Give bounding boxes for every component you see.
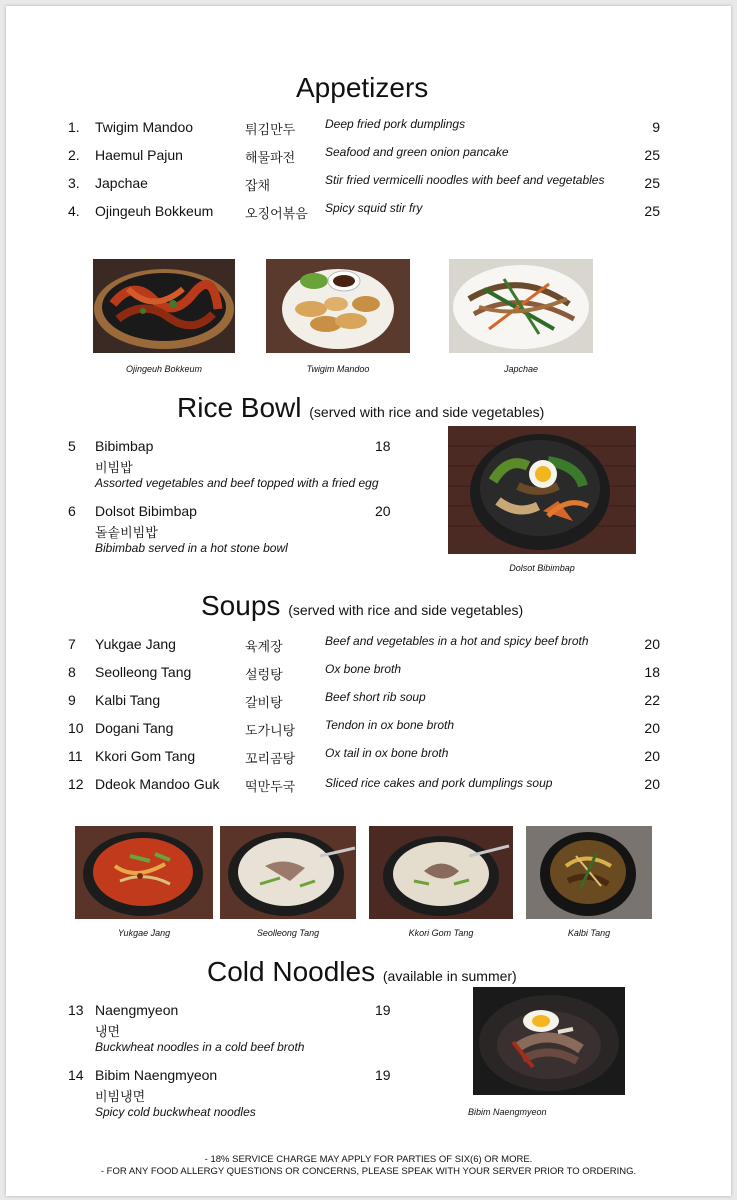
item-description: Ox bone broth: [325, 662, 402, 676]
item-price: 19: [375, 1067, 391, 1083]
item-number: 6: [68, 503, 76, 519]
item-description: Sliced rice cakes and pork dumplings soup: [325, 776, 553, 790]
item-name: Ojingeuh Bokkeum: [95, 203, 214, 219]
item-description: Beef short rib soup: [325, 690, 426, 704]
photo-caption: Twigim Mandoo: [306, 364, 370, 374]
photo-caption: Kkori Gom Tang: [408, 928, 474, 938]
item-number: 10: [68, 720, 84, 736]
rice-bowl-subtitle: (served with rice and side vegetables): [309, 404, 545, 420]
item-name: Japchae: [95, 175, 148, 191]
item-description: Deep fried pork dumplings: [325, 117, 466, 131]
menu-row: [6, 147, 731, 167]
item-name: Kalbi Tang: [95, 692, 161, 708]
photo-caption: Yukgae Jang: [117, 928, 171, 938]
item-korean-name: 해물파전: [245, 151, 296, 166]
item-korean-name: 도가니탕: [245, 724, 296, 739]
item-korean-name: 설렁탕: [245, 668, 283, 683]
item-description: Seafood and green onion pancake: [325, 145, 509, 159]
item-price: 9: [652, 119, 660, 135]
item-name: Kkori Gom Tang: [95, 748, 196, 764]
photo-caption: Bibim Naengmyeon: [468, 1107, 547, 1117]
photo-kkori-gom-tang: [369, 826, 513, 919]
item-description: Buckwheat noodles in a cold beef broth: [95, 1040, 305, 1054]
item-price: 20: [644, 776, 660, 792]
menu-row: [6, 692, 731, 712]
item-name: Dolsot Bibimbap: [95, 503, 197, 519]
cold-noodles-title: Cold Noodles: [207, 956, 376, 987]
item-description: Assorted vegetables and beef topped with a fried egg: [95, 476, 379, 490]
item-korean-name: 비빔밥: [95, 461, 133, 476]
menu-page: [6, 6, 731, 1196]
item-korean-name: 갈비탕: [245, 696, 283, 711]
soups-title: Soups: [201, 590, 281, 621]
item-description: Stir fried vermicelli noodles with beef and vegetables: [325, 173, 605, 187]
item-description: Spicy cold buckwheat noodles: [95, 1105, 256, 1119]
item-korean-name: 돌솥비빔밥: [95, 526, 158, 541]
menu-row: [6, 720, 731, 740]
item-number: 3.: [68, 175, 80, 191]
item-name: Seolleong Tang: [95, 664, 192, 680]
item-number: 2.: [68, 147, 80, 163]
item-price: 25: [644, 203, 660, 219]
item-price: 25: [644, 147, 660, 163]
item-description: Tendon in ox bone broth: [325, 718, 454, 732]
item-name: Bibimbap: [95, 438, 154, 454]
item-name: Haemul Pajun: [95, 147, 183, 163]
item-description: Spicy squid stir fry: [325, 201, 423, 215]
photo-caption: Dolsot Bibimbap: [509, 563, 575, 573]
item-korean-name: 잡채: [245, 179, 271, 194]
item-price: 20: [644, 720, 660, 736]
item-number: 12: [68, 776, 84, 792]
photo-caption: Kalbi Tang: [567, 928, 611, 938]
item-korean-name: 오징어볶음: [245, 207, 308, 222]
service-charge-note: - 18% SERVICE CHARGE MAY APPLY FOR PARTIES OF SIX(6) OR MORE.: [204, 1154, 533, 1165]
photo-twigim-mandoo: [266, 259, 410, 353]
item-number: 5: [68, 438, 76, 454]
photo-kalbi-tang: [526, 826, 652, 919]
item-number: 9: [68, 692, 76, 708]
photo-seolleong-tang: [220, 826, 356, 919]
item-number: 11: [68, 748, 83, 764]
photo-caption: Ojingeuh Bokkeum: [125, 364, 203, 374]
item-korean-name: 떡만두국: [245, 780, 296, 795]
item-price: 20: [644, 748, 660, 764]
photo-japchae: [449, 259, 593, 353]
item-number: 1.: [68, 119, 80, 135]
photo-bibim-naengmyeon: [473, 987, 625, 1095]
item-name: Dogani Tang: [95, 720, 174, 736]
item-korean-name: 꼬리곰탕: [245, 752, 296, 767]
item-price: 25: [644, 175, 660, 191]
item-name: Naengmyeon: [95, 1002, 179, 1018]
item-description: Beef and vegetables in a hot and spicy beef broth: [325, 634, 589, 648]
item-korean-name: 육계장: [245, 640, 283, 655]
cold-noodles-heading: [207, 956, 517, 988]
appetizers-heading: [296, 72, 428, 104]
item-price: 20: [644, 636, 660, 652]
item-number: 14: [68, 1067, 84, 1083]
item-price: 20: [375, 503, 391, 519]
item-korean-name: 튀김만두: [245, 123, 296, 138]
menu-row: [6, 203, 731, 223]
menu-row: [6, 175, 731, 195]
item-price: 18: [375, 438, 391, 454]
photo-caption: Seolleong Tang: [256, 928, 320, 938]
rice-bowl-title: Rice Bowl: [177, 392, 302, 423]
item-name: Bibim Naengmyeon: [95, 1067, 218, 1083]
footer-notes: [6, 1154, 731, 1178]
item-korean-name: 비빔냉면: [95, 1090, 146, 1105]
allergy-note: - FOR ANY FOOD ALLERGY QUESTIONS OR CONCERNS, PLEASE SPEAK WITH YOUR SERVER PRIOR TO ORDERING.: [100, 1166, 637, 1177]
item-name: Twigim Mandoo: [95, 119, 194, 135]
rice-bowl-heading: [177, 392, 544, 424]
item-number: 4.: [68, 203, 80, 219]
menu-row: [6, 664, 731, 684]
cold-noodles-subtitle: (available in summer): [382, 968, 517, 984]
item-price: 19: [375, 1002, 391, 1018]
soups-subtitle: (served with rice and side vegetables): [288, 602, 524, 618]
photo-dolsot-bibimbap: [448, 426, 636, 554]
menu-row: [6, 636, 731, 656]
menu-row: [6, 119, 731, 139]
soups-heading: [201, 590, 523, 622]
item-name: Ddeok Mandoo Guk: [95, 776, 220, 792]
item-price: 18: [644, 664, 660, 680]
item-number: 8: [68, 664, 76, 680]
item-name: Yukgae Jang: [95, 636, 176, 652]
item-description: Bibimbab served in a hot stone bowl: [95, 541, 288, 555]
photo-yukgae-jang: [75, 826, 213, 919]
photo-ojingeuh-bokkeum: [93, 259, 235, 353]
photo-caption: Japchae: [503, 364, 539, 374]
item-price: 22: [644, 692, 660, 708]
item-description: Ox tail in ox bone broth: [325, 746, 449, 760]
appetizers-title: Appetizers: [296, 72, 429, 103]
item-number: 7: [68, 636, 76, 652]
item-number: 13: [68, 1002, 84, 1018]
item-korean-name: 냉면: [95, 1025, 121, 1040]
menu-row: [6, 748, 731, 768]
menu-row: [6, 776, 731, 796]
